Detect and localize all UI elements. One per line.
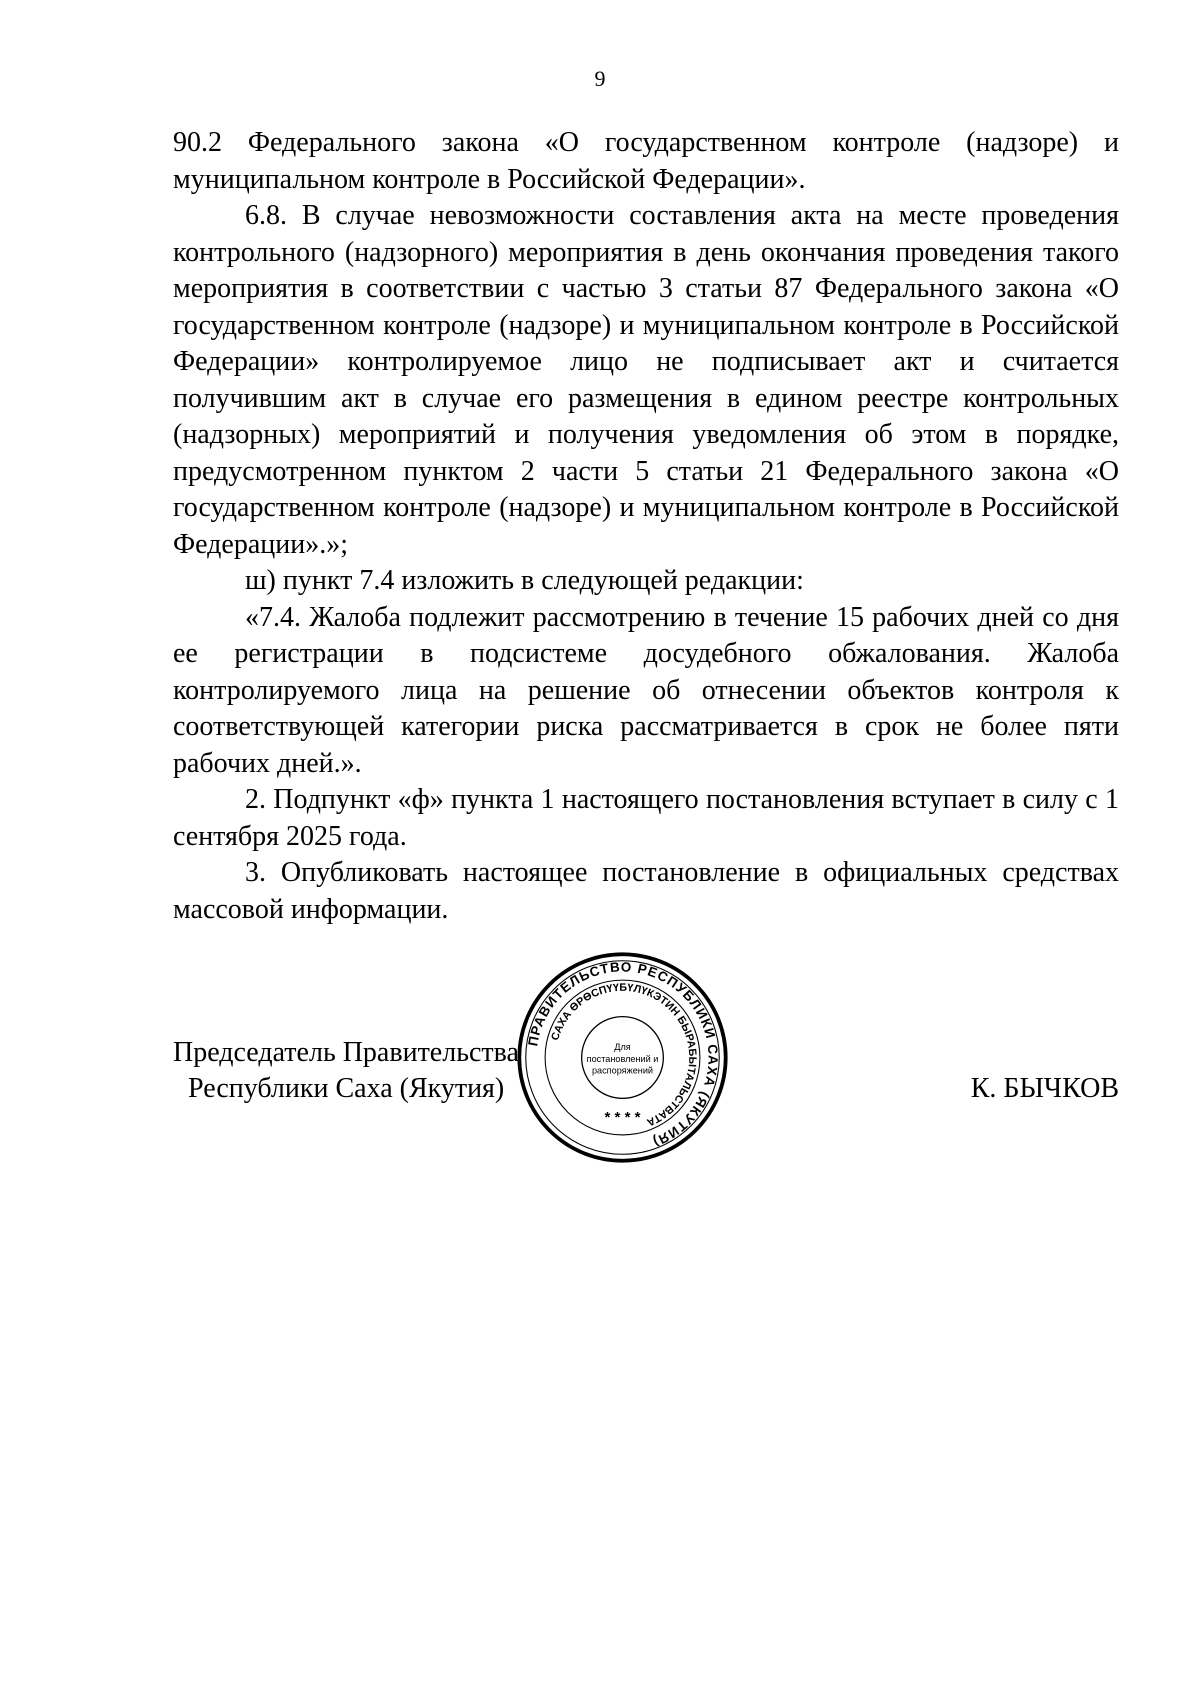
- signer-title-line-2: Республики Саха (Якутия): [188, 1073, 505, 1104]
- seal-stars: * * * *: [604, 1109, 641, 1126]
- seal-outer-text: ПРАВИТЕЛЬСТВО РЕСПУБЛИКИ САХА (ЯКУТИЯ): [525, 959, 721, 1150]
- paragraph-continuation: 90.2 Федерального закона «О государственном контроле (надзоре) и муниципальном контроле в Российской Федерации».: [173, 127, 1119, 195]
- seal-icon: [515, 950, 730, 1165]
- seal-center-line-3: распоряжений: [591, 1065, 654, 1076]
- paragraph-6-8: 6.8. В случае невозможности составления акта на месте проведения контрольного (надзорного) мероприятия в день окончания проведения такого мероприятия в соответствии с частью 3 статьи 87 Федерального закона «О государственном контроле (надзоре) и муниципальном контроле в Российской Федерации» контролируемое лицо не подписывает акт и считается получившим акт в случае его размещения в едином реестре контрольных (надзорных) мероприятий и получения уведомления об этом в порядке, предусмотренном пунктом 2 части 5 статьи 21 Федерального закона «О государственном контроле (надзоре) и муниципальном контроле в Российской Федерации».»;: [173, 200, 1119, 560]
- signer-title-line-1: Председатель Правительства: [173, 1037, 519, 1068]
- official-seal: [515, 950, 730, 1165]
- paragraph-sh: ш) пункт 7.4 изложить в следующей редакции:: [245, 565, 804, 596]
- paragraph-3: 3. Опубликовать настоящее постановление в официальных средствах массовой информации.: [173, 857, 1119, 925]
- seal-inner-text: САХА ӨРӨСПҮҮБҮЛҮКЭТИН БЫРАБЫТАЛЬСТВАТА: [549, 981, 699, 1129]
- seal-center-line-1: Для: [614, 1041, 631, 1052]
- document-body: [173, 125, 1119, 928]
- seal-center-line-2: постановлений и: [586, 1053, 659, 1064]
- paragraph-2: 2. Подпункт «ф» пункта 1 настоящего постановления вступает в силу с 1 сентября 2025 года.: [173, 784, 1119, 852]
- paragraph-7-4: «7.4. Жалоба подлежит рассмотрению в течение 15 рабочих дней со дня ее регистрации в подсистеме досудебного обжалования. Жалоба контролируемого лица на решение об отнесении объектов контроля к соответствующей категории риска рассматривается в срок не более пяти рабочих дней.».: [173, 601, 1119, 779]
- signer-name: К. БЫЧКОВ: [970, 1073, 1119, 1104]
- page-number: 9: [594, 66, 606, 91]
